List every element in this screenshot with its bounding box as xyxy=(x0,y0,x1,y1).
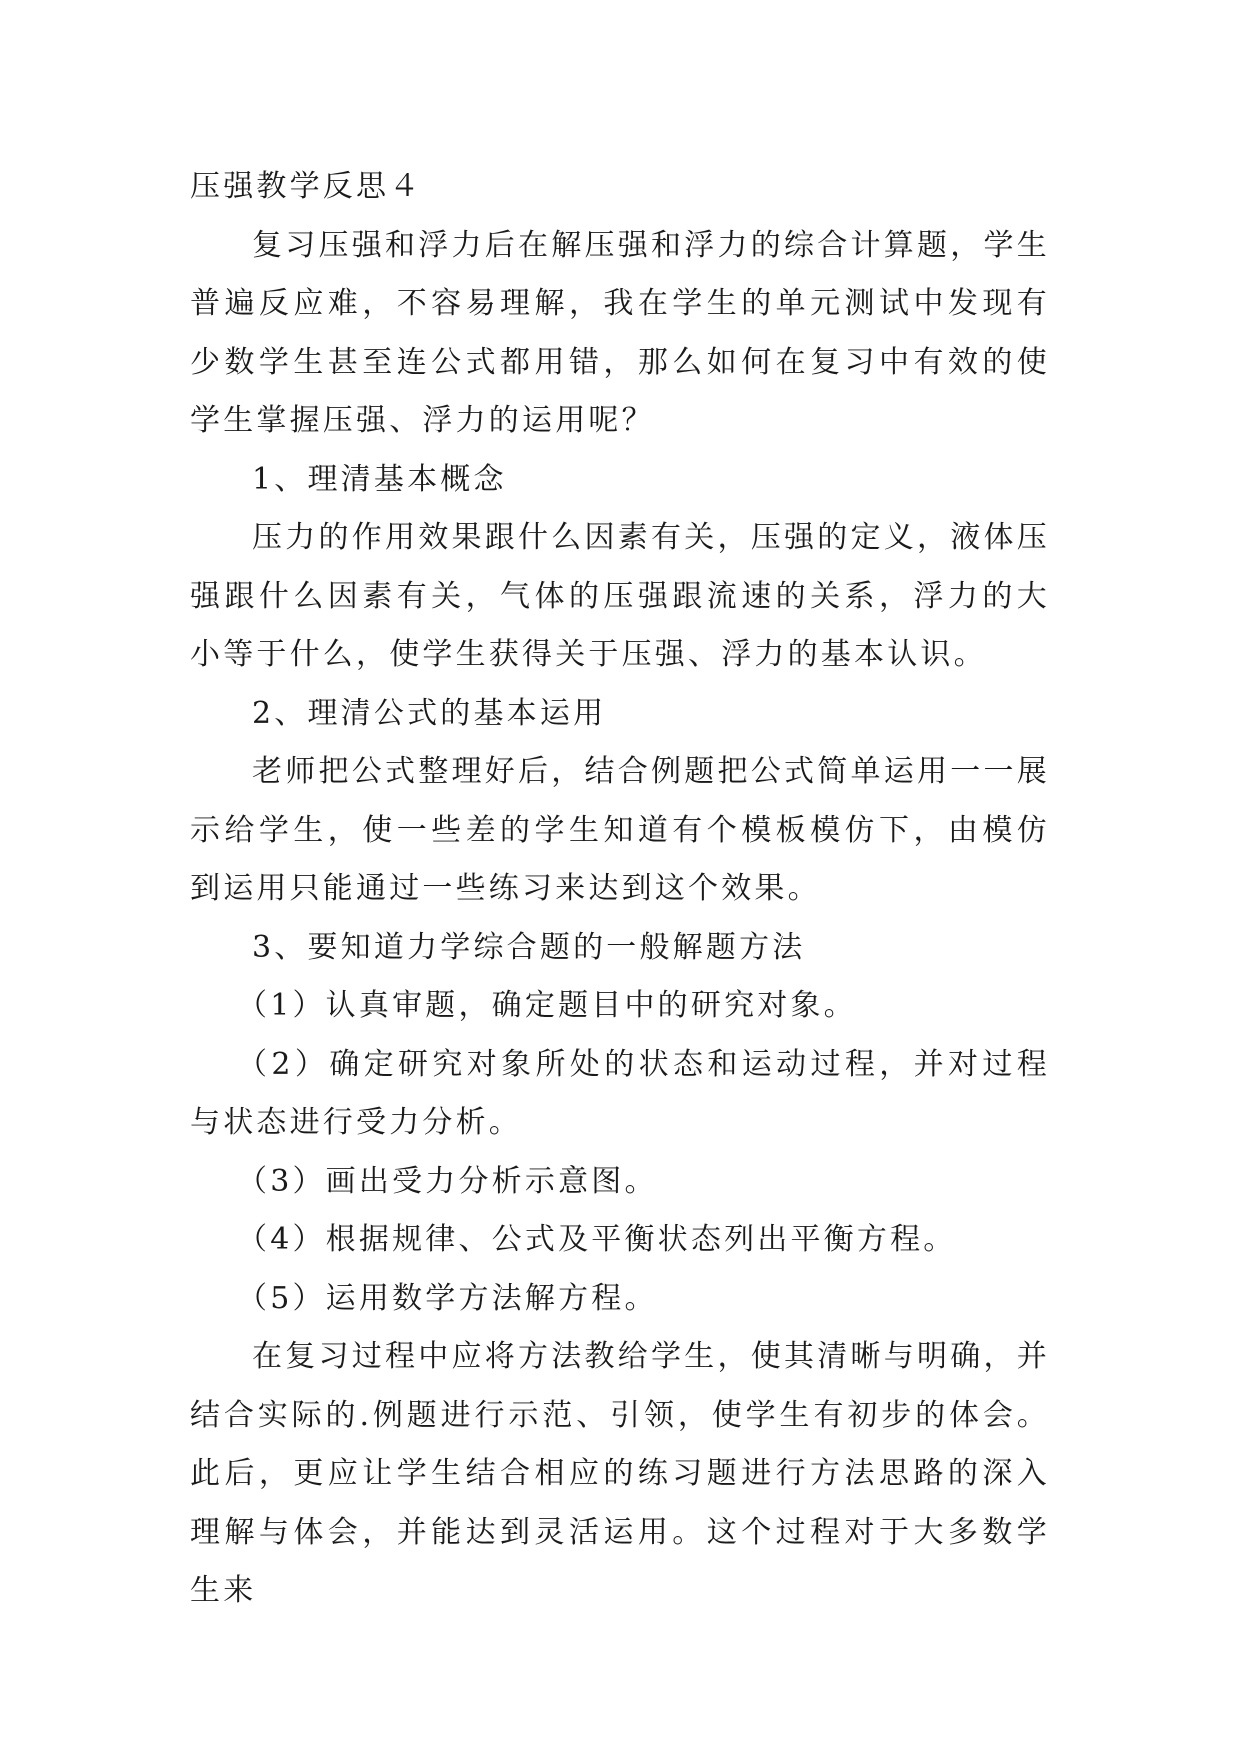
document-body xyxy=(190,158,1050,1621)
document-title: 压强教学反思４ xyxy=(190,169,423,204)
paragraph-intro: 复习压强和浮力后在解压强和浮力的综合计算题，学生普遍反应难，不容易理解，我在学生的单元测试中发现有少数学生甚至连公式都用错，那么如何在复习中有效的使学生掌握压强、浮力的运用呢？ xyxy=(190,227,1050,438)
heading-formula-usage: 2、理清公式的基本运用 xyxy=(252,695,607,731)
step-1: （1）认真审题，确定题目中的研究对象。 xyxy=(237,988,857,1023)
step-2: （2）确定研究对象所处的状态和运动过程，并对过程与状态进行受力分析。 xyxy=(190,1046,1050,1140)
paragraph-conclusion: 在复习过程中应将方法教给学生，使其清晰与明确，并结合实际的.例题进行示范、引领，使学生有初步的体会。此后，更应让学生结合相应的练习题进行方法思路的深入理解与体会，并能达到灵活运用。这个过程对于大多数学生来 xyxy=(190,1339,1050,1608)
paragraph-basic-concepts: 压力的作用效果跟什么因素有关，压强的定义，液体压强跟什么因素有关，气体的压强跟流速的关系，浮力的大小等于什么，使学生获得关于压强、浮力的基本认识。 xyxy=(190,520,1050,672)
step-4: （4）根据规律、公式及平衡状态列出平衡方程。 xyxy=(237,1222,957,1257)
heading-solving-method: 3、要知道力学综合题的一般解题方法 xyxy=(252,929,806,965)
heading-basic-concepts: 1、理清基本概念 xyxy=(252,461,507,497)
paragraph-formula-usage: 老师把公式整理好后，结合例题把公式简单运用一一展示给学生，使一些差的学生知道有个模板模仿下，由模仿到运用只能通过一些练习来达到这个效果。 xyxy=(190,754,1050,906)
step-3: （3）画出受力分析示意图。 xyxy=(237,1163,658,1199)
step-5: （5）运用数学方法解方程。 xyxy=(237,1280,658,1316)
